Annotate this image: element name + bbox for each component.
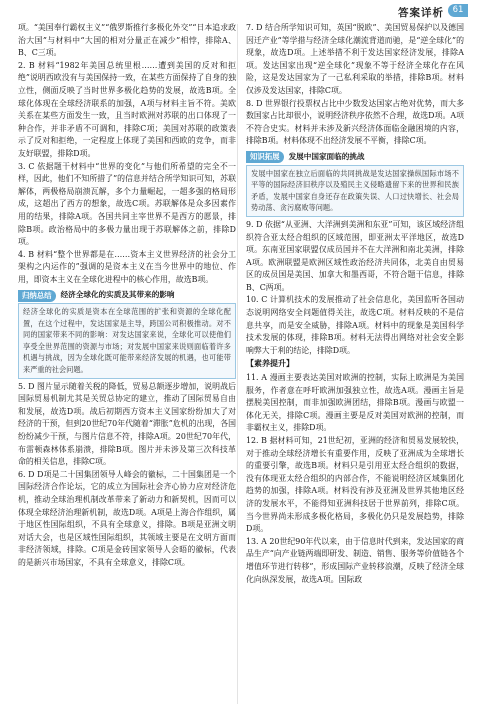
- answer-5: 5. D 图片显示随着关税的降低，贸易总额逐步增加，说明战后国际贸易机制尤其是关贸总协定的建立，推动了国际贸易自由和发展，故选D项。战后初期西方资本主义国家纷纷加大了对经济的干预，但到20世纪70年代随着“滞胀”危机的出现，各国纷纷减少干预，与图片信息不符，排除A项。20世纪70年代，布雷顿森林体系崩溃，排除B项。图片并未涉及第三次科技革命的相关信息，排除C项。: [18, 381, 236, 467]
- answer-13: 13. A 20世纪90年代以来，由于信息时代到来，发达国家的商品生产“向产业链两端即研发、制造、销售、服务等价值链各个增值环节进行转移”，形成国际产业转移浪潮，反映了经济全球化向纵深发展，故选A项。国际政: [246, 536, 464, 584]
- summary-title: 经济全球化的实质及其带来的影响: [60, 290, 175, 300]
- extension-tag: 知识拓展: [246, 151, 284, 163]
- answer-6: 6. D D项是二十国集团领导人峰会的徽标，二十国集团是一个国际经济合作论坛，它的成立为国际社会齐心协力应对经济危机，推动全球治理机制改革带来了新动力和新契机，因而可以体现全球经济治理新机制，故选D项。A项是上海合作组织，属于地区性国际组织，不具有全球意义，排除。B项是亚洲文明对话大会，也是区域性国际组织，其领域主要是在文明方面而非经济领域，排除。C项是金砖国家领导人会晤的徽标，代表的是新兴市场国家，不具有全球意义，排除C项。: [18, 469, 236, 567]
- answer-8: 8. D 世界银行投票权占比中少数发达国家占绝对优势，而大多数国家占比却很小，说明经济秩序依然不合理，故选D项。A项不符合史实。材料并未涉及新兴经济体面临金融困境的内容，排除B项。材料体现不出经济发展不平衡，排除C项。: [246, 98, 464, 146]
- summary-box-header: [18, 289, 236, 302]
- answer-10: 10. C 计算机技术的发展推动了社会信息化，美国监听各国动态说明网络安全问题值得关注，故选C项。材料反映的不是信息共享，而是安全威胁，排除A项。材料中的现象是美国科学技术发展的体现，排除B项。材料无法得出网络对社会安全影响弊大于利的结论，排除D项。: [246, 295, 464, 355]
- extension-box-header: [246, 151, 464, 164]
- summary-tag: 归纳总结: [18, 290, 56, 302]
- extension-box-body: 发展中国家在独立后面临的共同挑战是发达国家操纵国际市场不平等的国际经济旧秩序以及殖民主义侵略遗留下来的世界和民族矛盾，发展中国家自身还存在政策失误、人口过快增长、社会局势动荡、贪污腐败等问题。: [246, 165, 464, 217]
- answer-4: 4. B 材料“整个世界都是在……资本主义世界经济的社会分工架构之内运作的”强调的是资本主义在当今世界中的地位、作用，即资本主义在全球化进程中的核心作用，故选B项。: [18, 249, 236, 284]
- answer-2: 2. B 材料“1982年美国总统里根……遭到美国的反对和拒绝”说明西欧没有与美国保持一致，在某些方面保持了自身的独立性，侧面反映了当时世界多极化趋势的发展，故选B项。全球化体现在全球经济联系的加强，A项与材料主旨不符。美欧关系在某些方面发生一致，且当时欧洲对苏联的出口体现了一种合作，并非矛盾不可调和，排除C项；美国对苏联的政策表示了反对和拒绝，一定程度上体现了美国和西欧的竞争，而非友好联盟，排除D项。: [18, 60, 236, 158]
- left-column: [18, 22, 236, 706]
- answer-paragraph: 项。“美国奉行霸权主义”“俄罗斯推行多极化外交”“日本追求政治大国”与材料中“大国的相对分量正在减少”相悖，排除A、B、C三项。: [18, 23, 236, 58]
- right-column: [246, 22, 464, 706]
- answer-3: 3. C 依据题干材料中“世界的变化”与他们所希望的完全不一样，因此，他们不知所措了”的信息并结合所学知识可知，苏联解体，两极格局崩溃瓦解，多个力量崛起，一超多强的格局形成，这超出了西方的想象，故选C项。苏联解体是众多因素作用的结果，排除A项。各国共同主宰世界不是西方的愿景，排除B项。政治格局中的多极力量出现于苏联解体之前，排除D项。: [18, 161, 236, 247]
- column-divider: [237, 24, 238, 704]
- answer-11: 11. A 漫画主要表达美国对欧洲的控制，实际上欧洲是为美国服务，作者意在呼吁欧洲加强独立性，故选A项。漫画主旨是摆脱美国控制，而非加强欧洲团结，排除B项。漫画与欧盟一体化无关，排除C项。漫画主要是反对美国对欧洲的控制，而非霸权主义，排除D项。: [246, 373, 464, 433]
- header-title: 答案详析: [398, 7, 444, 19]
- summary-box-body: 经济全球化的实质是资本在全球范围的扩张和资源的全球化配置，在这个过程中，发达国家是主导，跨国公司积极推动。对不同的国家带来不同的影响：对发达国家来说，全球化可以使他们享受全世界范围的资源与市场；对发展中国家来说则面临着许多机遇与挑战，因为全球化既可能带来经济发展的机遇，也可能带来严重的社会问题。: [18, 303, 236, 379]
- extension-title: 发展中国家面临的挑战: [288, 151, 365, 161]
- page-number-badge: 61: [448, 4, 468, 17]
- answer-12: 12. B 据材料可知，21世纪初，亚洲的经济和贸易发展较快，对于推动全球经济增长有重要作用，反映了亚洲成为全球增长的重要引擎，故选B项。材料只是引用亚太经合组织的数据，没有体现亚太经合组织的内部合作，不能说明经济区域集团化趋势的加强，排除A项。材料没有涉及亚洲及世界其他地区经济的发展水平，不能得知亚洲科技居于世界前列，排除C项。当今世界尚未形成多极化格局，多极化仍只是发展趋势，排除D项。: [246, 436, 464, 534]
- answer-9: 9. D 依据“从亚洲、大洋洲到美洲和东亚”可知，该区域经济组织符合亚太经合组织的区域范围，即亚洲太平洋地区，故选D项。东南亚国家联盟仅成员国并不在大洋洲和南北美洲，排除A项。欧洲联盟是欧洲区域性政治经济共同体，北美自由贸易区的成员国是美国、加拿大和墨西哥，不符合题干信息，排除B、C两项。: [246, 219, 464, 292]
- answer-7: 7. D 结合所学知识可知，英国“脱欧”、美国贸易保护以及德国因迁产业“等学措与经济全球化潮流背道而驰，是“逆全球化”的现象，故选D项。上述举措不利于发达国家经济发展，排除A项。发达国家出现“逆全球化”现象不等于经济全球化存在风险，这是发达国家为了一己私利采取的举措，排除B项。材料仅涉及发达国家，排除C项。: [246, 23, 464, 95]
- page-header: [0, 0, 480, 22]
- section-heading: 【素养提升】: [246, 359, 294, 369]
